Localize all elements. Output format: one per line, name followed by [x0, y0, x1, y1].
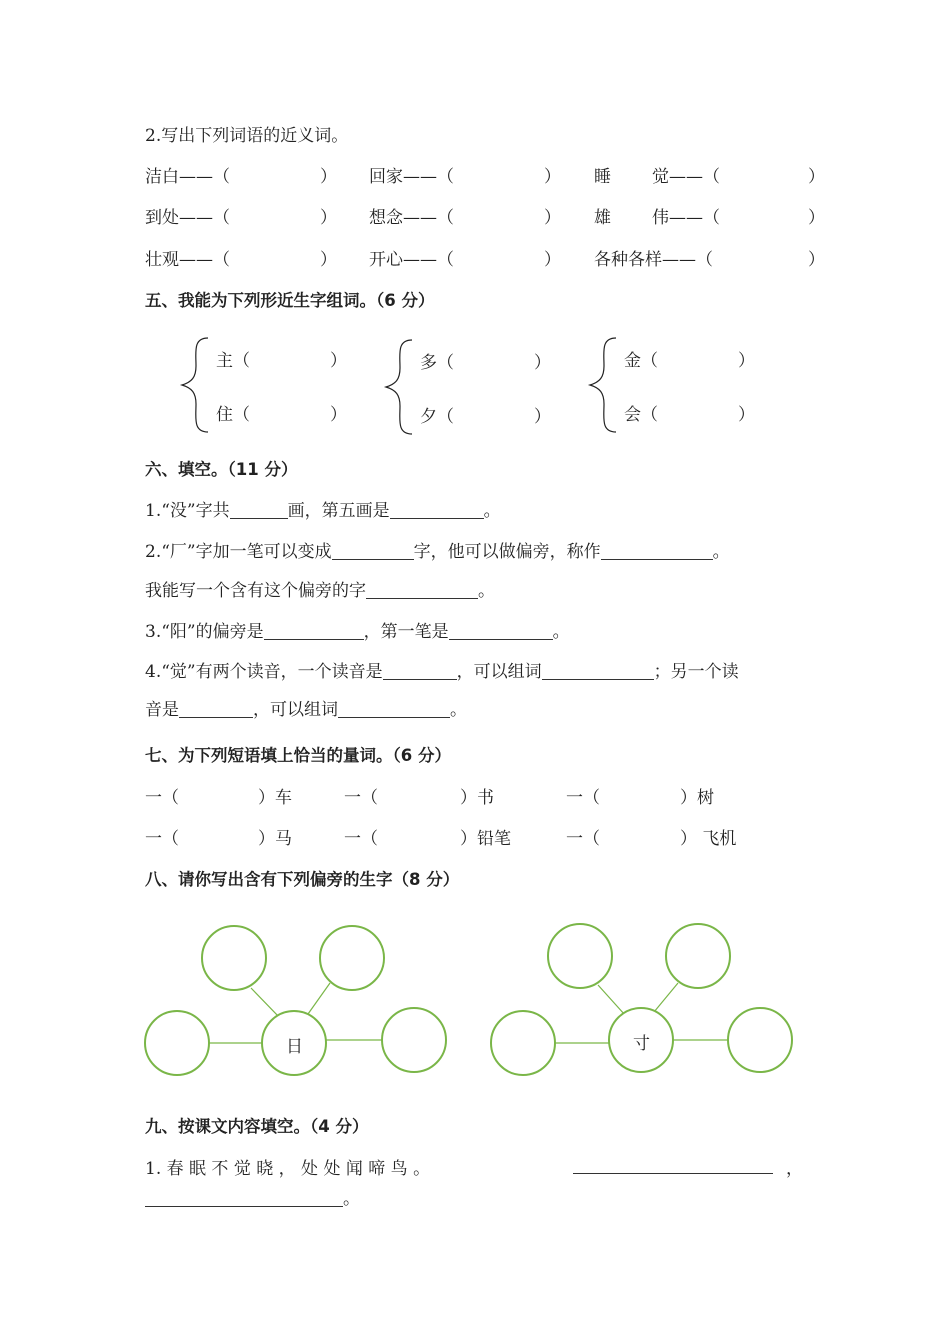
- answer-circle: [382, 1008, 446, 1072]
- question-synonyms-title: 2.写出下列词语的近义词。: [145, 126, 349, 146]
- paren-close: ）: [534, 407, 551, 427]
- answer-circle: [145, 1011, 209, 1075]
- paren-close: ）: [808, 208, 825, 228]
- connector-line: [251, 988, 280, 1018]
- answer-blank[interactable]: [264, 622, 364, 640]
- section-6-heading: 六、填空。（11 分）: [145, 460, 298, 479]
- fill-question-2-continued: 我能写一个含有这个偏旁的字 。: [145, 581, 495, 601]
- answer-circle: [666, 924, 730, 988]
- synonym-word: 壮观——（: [145, 250, 230, 270]
- answer-circle: [548, 924, 612, 988]
- fill-question-3: 3.“阳”的偏旁是 ，第一笔是 。: [145, 622, 570, 642]
- connector-line: [654, 983, 678, 1012]
- answer-blank[interactable]: [230, 501, 288, 519]
- answer-blank[interactable]: [542, 662, 654, 680]
- similar-char-item: 多（: [420, 353, 454, 373]
- measure-word-noun: ）马: [258, 829, 292, 849]
- fill-question-4-continued: 音是 ，可以组词 。: [145, 700, 467, 720]
- paren-close: ）: [544, 250, 561, 270]
- synonym-word-part: 伟——（: [652, 208, 720, 228]
- answer-blank[interactable]: [338, 700, 450, 718]
- measure-word-noun: ）书: [460, 788, 494, 808]
- answer-blank[interactable]: [383, 662, 457, 680]
- paren-close: ）: [544, 167, 561, 187]
- answer-blank[interactable]: [179, 700, 253, 718]
- synonym-word: 想念——（: [369, 208, 454, 228]
- brace-group-3: [590, 338, 616, 432]
- answer-blank[interactable]: [390, 501, 484, 519]
- paren-close: ）: [320, 208, 337, 228]
- similar-char-item: 主（: [216, 351, 250, 371]
- measure-word-noun: ）铅笔: [460, 829, 511, 849]
- paren-close: ）: [544, 208, 561, 228]
- paren-close: ）: [330, 351, 347, 371]
- brace-group-2: [386, 340, 412, 434]
- poem-line-1: 1. 春 眠 不 觉 晓 ， 处 处 闻 啼 鸟 。: [145, 1159, 431, 1179]
- fill-question-1: 1.“没”字共 画，第五画是 。: [145, 501, 501, 521]
- answer-circle: [491, 1011, 555, 1075]
- answer-circle: [202, 926, 266, 990]
- answer-blank[interactable]: [601, 542, 713, 560]
- paren-close: ）: [534, 353, 551, 373]
- paren-close: ）: [808, 167, 825, 187]
- fill-question-4: 4.“觉”有两个读音，一个读音是 ，可以组词 ；另一个读: [145, 662, 739, 682]
- brace-group-1: [182, 338, 208, 432]
- similar-char-item: 住（: [216, 405, 250, 425]
- paren-close: ）: [808, 250, 825, 270]
- connector-line: [598, 985, 625, 1015]
- fill-question-2: 2.“厂”字加一笔可以变成 字，他可以做偏旁，称作 。: [145, 542, 730, 562]
- section-7-heading: 七、为下列短语填上恰当的量词。（6 分）: [145, 746, 451, 765]
- connector-line: [308, 983, 330, 1014]
- similar-char-item: 夕（: [420, 407, 454, 427]
- section-8-heading: 八、请你写出含有下列偏旁的生字（8 分）: [145, 870, 460, 889]
- synonym-word: 回家——（: [369, 167, 454, 187]
- answer-blank[interactable]: [573, 1157, 773, 1174]
- synonym-word-part: 睡: [594, 167, 611, 187]
- synonym-word: 到处——（: [145, 208, 230, 228]
- measure-word-noun: ）车: [258, 788, 292, 808]
- poem-line-2: 。: [145, 1184, 360, 1209]
- paren-close: ）: [320, 250, 337, 270]
- answer-blank[interactable]: [366, 581, 478, 599]
- paren-close: ）: [738, 405, 755, 425]
- answer-circle: [728, 1008, 792, 1072]
- answer-blank[interactable]: [449, 622, 553, 640]
- poem-comma: ，: [786, 1159, 803, 1179]
- synonym-word: 开心——（: [369, 250, 454, 270]
- paren-close: ）: [330, 405, 347, 425]
- measure-word-noun: ）树: [680, 788, 714, 808]
- measure-word-item: 一（: [566, 788, 600, 808]
- synonym-word: 各种各样——（: [594, 250, 713, 270]
- similar-char-item: 会（: [624, 405, 658, 425]
- paren-close: ）: [320, 167, 337, 187]
- radical-center-label: 日: [286, 1037, 303, 1057]
- synonym-word-part: 雄: [594, 208, 611, 228]
- similar-char-item: 金（: [624, 351, 658, 371]
- measure-word-item: 一（: [145, 788, 179, 808]
- synonym-word-part: 觉——（: [652, 167, 720, 187]
- measure-word-item: 一（: [344, 788, 378, 808]
- answer-blank[interactable]: [332, 542, 414, 560]
- section-9-heading: 九、按课文内容填空。（4 分）: [145, 1117, 369, 1136]
- radical-center-label: 寸: [633, 1034, 650, 1054]
- measure-word-item: 一（: [344, 829, 378, 849]
- answer-circle: [320, 926, 384, 990]
- measure-word-item: 一（: [566, 829, 600, 849]
- section-5-heading: 五、我能为下列形近生字组词。（6 分）: [145, 291, 435, 310]
- paren-close: ）: [738, 351, 755, 371]
- synonym-word: 洁白——（: [145, 167, 230, 187]
- measure-word-noun: ） 飞机: [680, 829, 737, 849]
- measure-word-item: 一（: [145, 829, 179, 849]
- answer-blank[interactable]: [145, 1189, 343, 1207]
